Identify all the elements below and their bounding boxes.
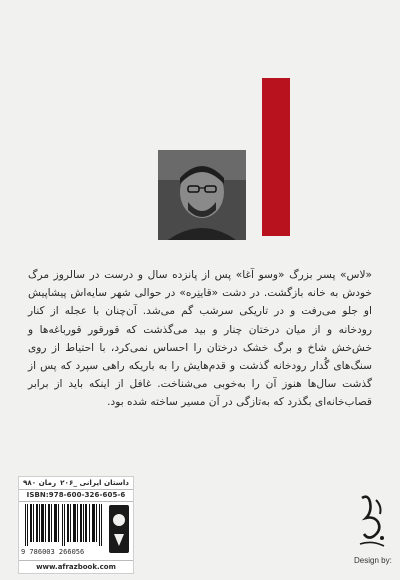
barcode-box <box>18 476 134 574</box>
number-label: رمان ۹۸۰ <box>23 478 57 487</box>
series-row <box>19 477 133 490</box>
barcode-graphic <box>23 504 105 546</box>
publisher-logo-icon <box>108 504 130 554</box>
series-label: داستان ایرانی _۲۰۶ <box>60 478 129 487</box>
isbn-label: ISBN:978-600-326-605-6 <box>19 490 133 502</box>
publisher-website: www.afrazbook.com <box>19 560 133 573</box>
barcode-digits: 9 786003 266056 <box>21 548 85 556</box>
design-credit-label: Design by: <box>354 556 392 565</box>
red-accent-bar <box>262 78 290 236</box>
designer-signature-logo <box>354 492 390 552</box>
author-photo <box>158 150 246 240</box>
synopsis-text: «لاس» پسر بزرگ «وسو آغا» پس از پانزده سال و درست در سالروز مرگ خودش به خانه بازگشت. در دشت «قاینِره» در حوالی شهر سایه‌اش پیشاپیش او جلو می‌رفت و در تاریکی سرشب گم می‌شد. آن‌چنان با عجله از کنار رودخانه و از میان درختان چنار و بید می‌گذشت که قورقور قورباغه‌ها و خش‌خش شاخ و برگ خشک درختان را احساس نمی‌کرد، با احتیاط از روی سنگ‌های گُدار رودخانه گذشت و قدم‌هایش را به باریکه راهی سپرد که پس از گذشت سال‌ها هنوز آن را به‌خوبی می‌شناخت. غافل از اینکه باید از برابر قصاب‌خانه‌ای بگذرد که به‌تازگی در آن مسیر ساخته شده بود. <box>28 269 372 409</box>
